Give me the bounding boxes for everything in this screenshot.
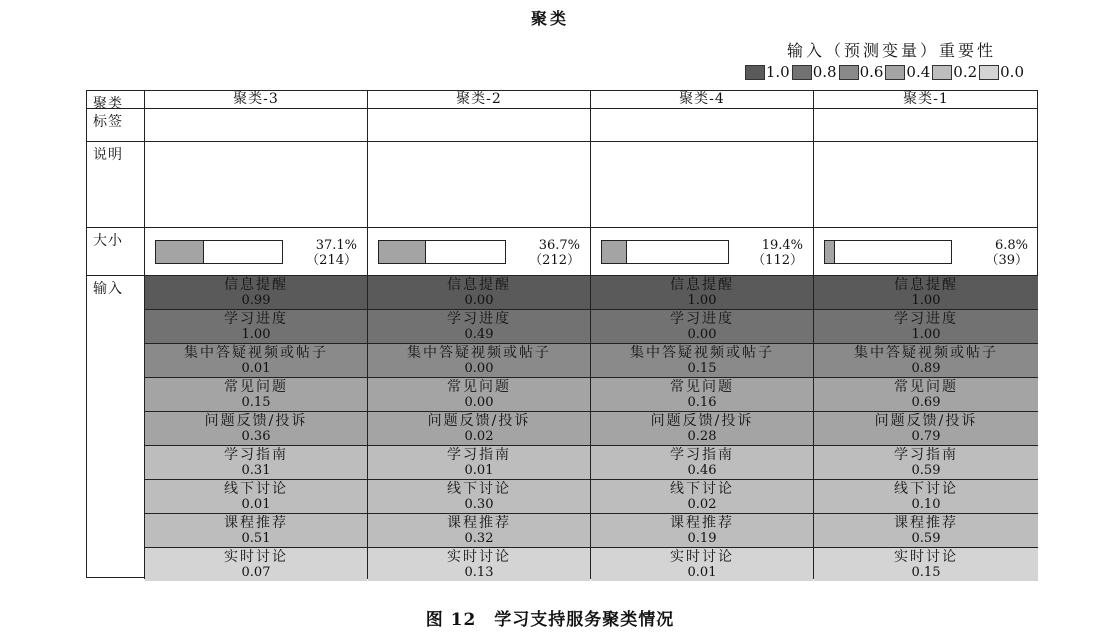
input-feature-name: 信息提醒	[894, 277, 958, 293]
input-feature-value: 0.13	[464, 565, 494, 580]
inputs-list	[591, 276, 813, 579]
legend-label: 0.4	[906, 63, 931, 81]
input-feature-value: 0.01	[464, 463, 494, 478]
cluster-size-cell	[368, 228, 591, 276]
input-feature-value: 0.36	[241, 429, 271, 444]
input-feature-name: 问题反馈/投诉	[204, 413, 308, 429]
input-feature-cell	[591, 480, 813, 514]
legend-label: 0.8	[812, 63, 837, 81]
input-feature-cell	[814, 344, 1038, 378]
input-feature-name: 线下讨论	[447, 481, 511, 497]
input-feature-cell	[368, 344, 590, 378]
input-feature-name: 线下讨论	[894, 481, 958, 497]
input-feature-cell	[591, 446, 813, 480]
cluster-description-cell	[591, 142, 814, 228]
input-feature-cell	[814, 446, 1038, 480]
size-percent: 19.4%	[761, 238, 803, 253]
input-feature-value: 0.79	[911, 429, 941, 444]
cluster-label-cell	[814, 109, 1038, 142]
input-feature-cell	[814, 378, 1038, 412]
input-feature-value: 0.59	[911, 531, 941, 546]
input-feature-value: 0.01	[687, 565, 717, 580]
input-feature-name: 信息提醒	[224, 277, 288, 293]
input-feature-cell	[368, 412, 590, 446]
input-feature-name: 实时讨论	[670, 549, 734, 565]
input-feature-value: 0.01	[241, 497, 271, 512]
input-feature-value: 0.59	[911, 463, 941, 478]
input-feature-cell	[145, 548, 367, 581]
input-feature-name: 学习进度	[224, 311, 288, 327]
input-feature-value: 0.07	[241, 565, 271, 580]
size-text	[752, 238, 803, 268]
input-feature-name: 信息提醒	[447, 277, 511, 293]
input-feature-cell	[145, 344, 367, 378]
legend-label: 0.6	[859, 63, 884, 81]
size-count: （212）	[529, 253, 580, 268]
cluster-inputs-cell	[814, 276, 1038, 579]
legend-swatch	[839, 65, 859, 80]
cluster-description-cell	[814, 142, 1038, 228]
input-feature-value: 0.15	[911, 565, 941, 580]
inputs-list	[814, 276, 1038, 579]
row-header-description: 说明	[87, 142, 145, 228]
input-feature-cell	[591, 310, 813, 344]
row-header-cluster: 聚类	[87, 91, 145, 109]
input-feature-cell	[591, 344, 813, 378]
input-feature-name: 实时讨论	[894, 549, 958, 565]
cluster-size-cell	[145, 228, 368, 276]
row-header-size: 大小	[87, 228, 145, 276]
input-feature-name: 课程推荐	[224, 515, 288, 531]
input-feature-name: 学习指南	[447, 447, 511, 463]
input-feature-name: 学习指南	[224, 447, 288, 463]
input-feature-name: 课程推荐	[447, 515, 511, 531]
input-feature-name: 集中答疑视频或帖子	[630, 345, 774, 361]
figure-caption: 图 12 学习支持服务聚类情况	[425, 610, 675, 630]
cluster-size-cell	[814, 228, 1038, 276]
size-bar	[601, 240, 729, 264]
input-feature-cell	[368, 548, 590, 581]
size-text	[529, 238, 580, 268]
size-percent: 36.7%	[538, 238, 580, 253]
input-feature-value: 0.15	[241, 395, 271, 410]
size-count: （214）	[306, 253, 357, 268]
input-feature-cell	[145, 480, 367, 514]
input-feature-cell	[368, 446, 590, 480]
legend-item	[932, 63, 977, 81]
legend-item	[745, 63, 790, 81]
input-feature-value: 1.00	[241, 327, 271, 342]
input-feature-name: 常见问题	[224, 379, 288, 395]
input-feature-cell	[591, 412, 813, 446]
input-feature-value: 0.01	[241, 361, 271, 376]
size-count: （39）	[985, 253, 1028, 268]
size-text	[306, 238, 357, 268]
input-feature-cell	[814, 480, 1038, 514]
input-feature-name: 信息提醒	[670, 277, 734, 293]
input-feature-value: 0.46	[687, 463, 717, 478]
size-percent: 6.8%	[994, 238, 1028, 253]
size-bar	[378, 240, 506, 264]
input-feature-cell	[145, 446, 367, 480]
legend-item	[839, 63, 884, 81]
legend-swatch	[885, 65, 905, 80]
legend-label: 1.0	[765, 63, 790, 81]
input-feature-value: 0.51	[241, 531, 271, 546]
input-feature-name: 学习进度	[447, 311, 511, 327]
input-feature-name: 集中答疑视频或帖子	[854, 345, 998, 361]
input-feature-name: 学习指南	[670, 447, 734, 463]
input-feature-cell	[591, 378, 813, 412]
input-feature-name: 课程推荐	[894, 515, 958, 531]
input-feature-name: 学习指南	[894, 447, 958, 463]
input-feature-value: 0.89	[911, 361, 941, 376]
input-feature-value: 1.00	[911, 327, 941, 342]
size-percent: 37.1%	[315, 238, 357, 253]
size-bar	[824, 240, 952, 264]
size-bar	[155, 240, 283, 264]
legend-label: 0.2	[953, 63, 978, 81]
input-feature-name: 线下讨论	[670, 481, 734, 497]
input-feature-value: 0.02	[464, 429, 494, 444]
cluster-label-cell	[145, 109, 368, 142]
input-feature-name: 学习进度	[894, 311, 958, 327]
input-feature-value: 0.31	[241, 463, 271, 478]
input-feature-value: 0.49	[464, 327, 494, 342]
input-feature-cell	[368, 310, 590, 344]
input-feature-name: 常见问题	[447, 379, 511, 395]
size-bar-fill	[156, 241, 204, 263]
input-feature-cell	[814, 310, 1038, 344]
cluster-inputs-cell	[145, 276, 368, 579]
input-feature-name: 实时讨论	[447, 549, 511, 565]
size-bar-fill	[825, 241, 835, 263]
input-feature-cell	[368, 276, 590, 310]
input-feature-value: 0.99	[241, 293, 271, 308]
legend-label: 0.0	[1000, 63, 1024, 81]
inputs-list	[145, 276, 367, 579]
cluster-inputs-cell	[368, 276, 591, 579]
input-feature-cell	[591, 276, 813, 310]
input-feature-name: 集中答疑视频或帖子	[184, 345, 328, 361]
cluster-header: 聚类-3	[145, 91, 368, 109]
input-feature-value: 0.16	[687, 395, 717, 410]
input-feature-name: 问题反馈/投诉	[427, 413, 531, 429]
input-feature-value: 0.00	[464, 395, 494, 410]
input-feature-cell	[591, 548, 813, 581]
input-feature-value: 0.00	[464, 293, 494, 308]
input-feature-value: 0.30	[464, 497, 494, 512]
input-feature-name: 问题反馈/投诉	[650, 413, 754, 429]
input-feature-value: 1.00	[911, 293, 941, 308]
legend-item	[885, 63, 930, 81]
legend-item	[979, 63, 1024, 81]
input-feature-cell	[145, 412, 367, 446]
input-feature-name: 线下讨论	[224, 481, 288, 497]
cluster-inputs-cell	[591, 276, 814, 579]
legend-swatch	[745, 65, 765, 80]
input-feature-cell	[368, 378, 590, 412]
row-header-label: 标签	[87, 109, 145, 142]
input-feature-cell	[145, 514, 367, 548]
cluster-header: 聚类-2	[368, 91, 591, 109]
input-feature-cell	[814, 276, 1038, 310]
importance-legend	[743, 63, 1024, 81]
legend-swatch	[792, 65, 812, 80]
input-feature-value: 1.00	[687, 293, 717, 308]
cluster-label-cell	[591, 109, 814, 142]
input-feature-cell	[145, 310, 367, 344]
input-feature-name: 实时讨论	[224, 549, 288, 565]
input-feature-name: 课程推荐	[670, 515, 734, 531]
chart-title: 聚类	[530, 9, 569, 28]
cluster-header: 聚类-1	[814, 91, 1038, 109]
input-feature-cell	[368, 480, 590, 514]
input-feature-name: 常见问题	[894, 379, 958, 395]
input-feature-cell	[145, 378, 367, 412]
inputs-list	[368, 276, 590, 579]
legend-title: 输入（预测变量）重要性	[786, 41, 996, 60]
cluster-header: 聚类-4	[591, 91, 814, 109]
input-feature-value: 0.02	[687, 497, 717, 512]
input-feature-value: 0.19	[687, 531, 717, 546]
input-feature-name: 学习进度	[670, 311, 734, 327]
input-feature-name: 常见问题	[670, 379, 734, 395]
input-feature-value: 0.69	[911, 395, 941, 410]
cluster-label-cell	[368, 109, 591, 142]
input-feature-value: 0.32	[464, 531, 494, 546]
row-header-inputs: 输入	[87, 276, 145, 579]
input-feature-value: 0.28	[687, 429, 717, 444]
input-feature-name: 问题反馈/投诉	[874, 413, 978, 429]
input-feature-value: 0.15	[687, 361, 717, 376]
size-bar-fill	[602, 241, 627, 263]
legend-swatch	[979, 65, 999, 80]
input-feature-cell	[814, 412, 1038, 446]
input-feature-cell	[814, 548, 1038, 581]
cluster-table	[86, 90, 1038, 578]
input-feature-cell	[591, 514, 813, 548]
input-feature-name: 集中答疑视频或帖子	[407, 345, 551, 361]
input-feature-value: 0.00	[464, 361, 494, 376]
legend-swatch	[932, 65, 952, 80]
cluster-description-cell	[368, 142, 591, 228]
cluster-size-cell	[591, 228, 814, 276]
size-text	[985, 238, 1028, 268]
input-feature-value: 0.00	[687, 327, 717, 342]
size-count: （112）	[752, 253, 803, 268]
legend-item	[792, 63, 837, 81]
input-feature-cell	[814, 514, 1038, 548]
input-feature-cell	[145, 276, 367, 310]
size-bar-fill	[379, 241, 426, 263]
input-feature-cell	[368, 514, 590, 548]
cluster-description-cell	[145, 142, 368, 228]
input-feature-value: 0.10	[911, 497, 941, 512]
